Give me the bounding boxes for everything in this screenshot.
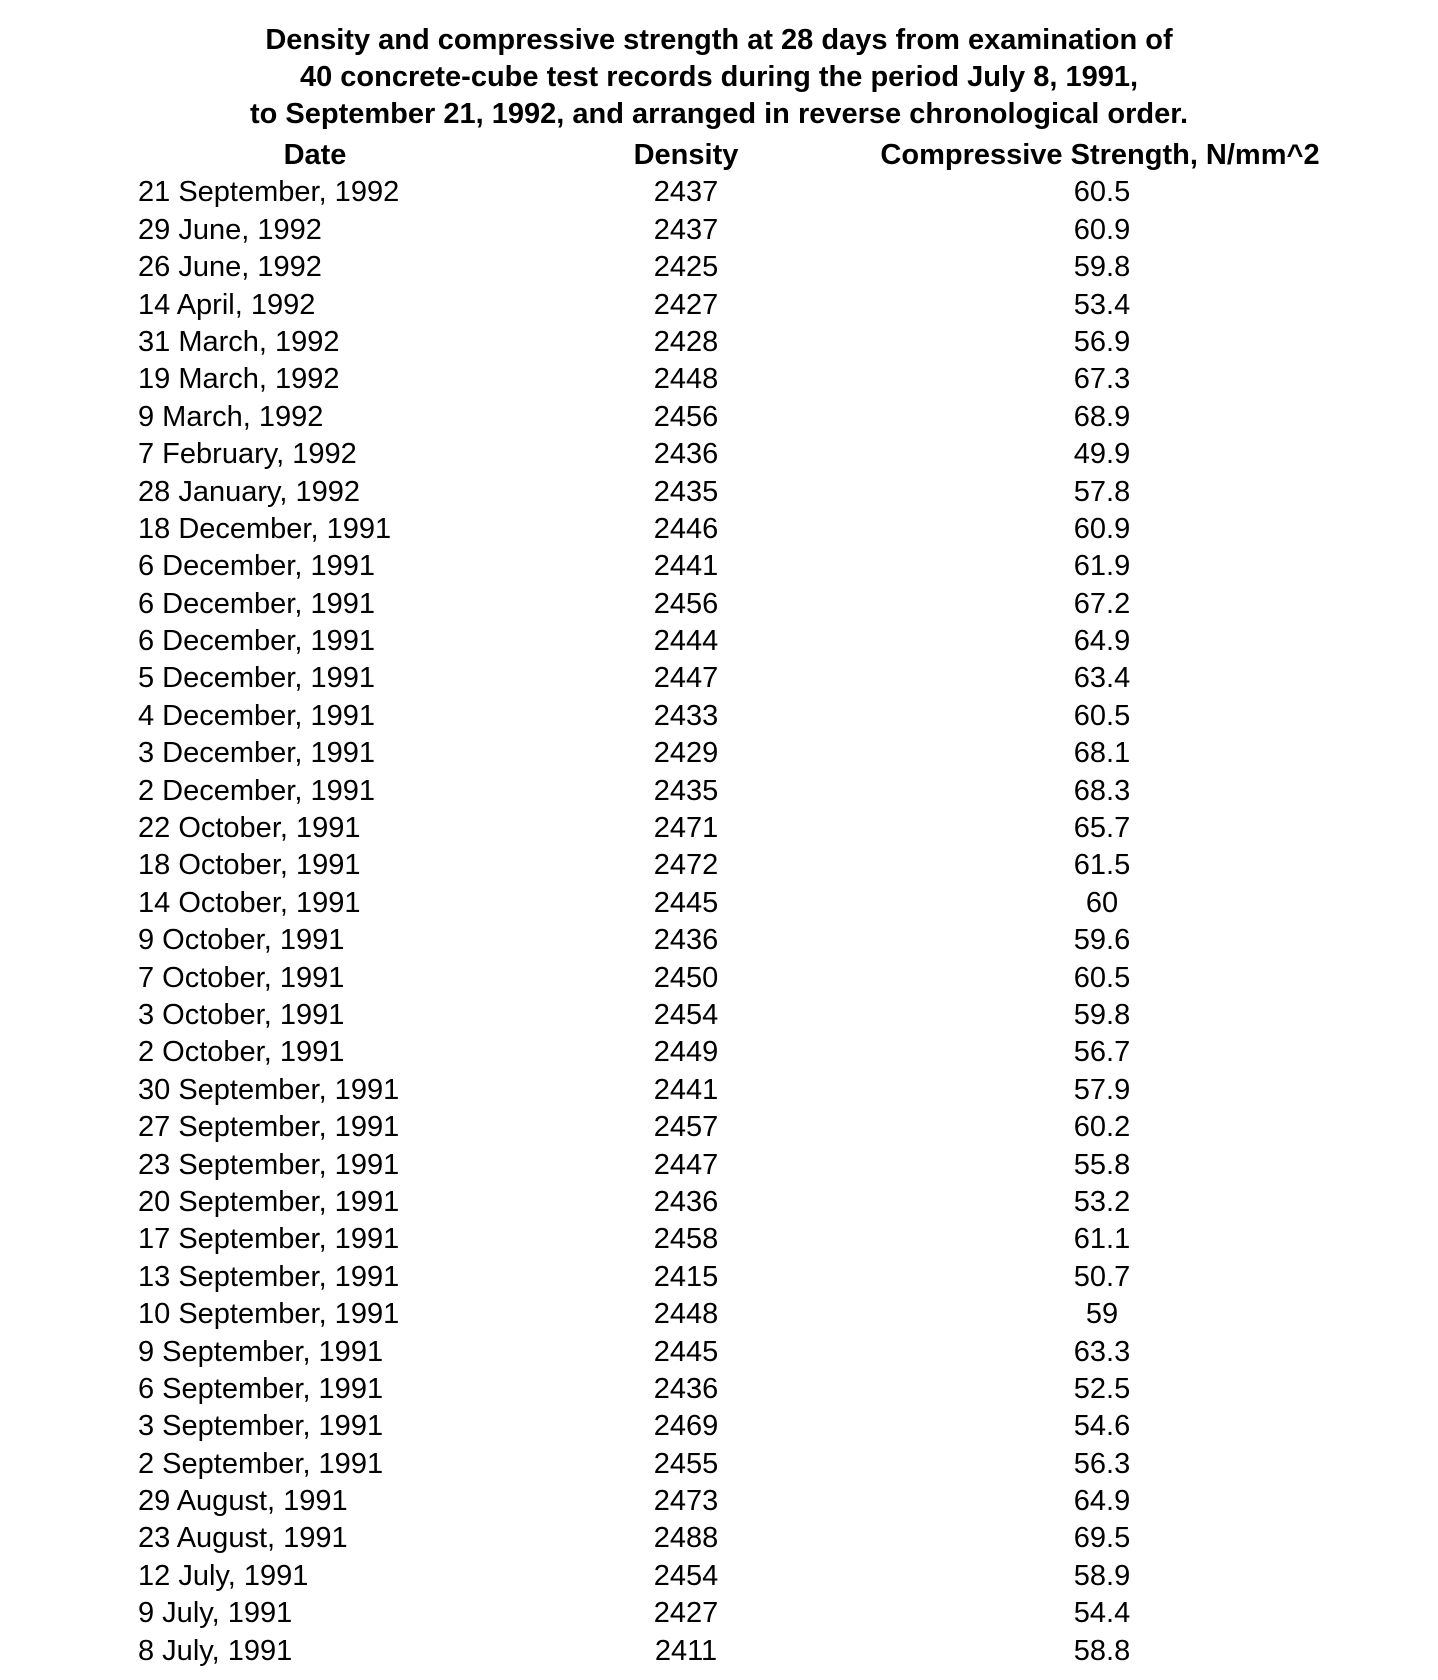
density-cell: 2436 bbox=[653, 1372, 719, 1405]
table-title bbox=[0, 22, 1438, 133]
density-cell: 2425 bbox=[653, 251, 719, 284]
date-cell: 20 September, 1991 bbox=[138, 1185, 400, 1218]
table-row bbox=[0, 1072, 1438, 1109]
strength-cell: 56.9 bbox=[1073, 325, 1131, 358]
table-row bbox=[0, 361, 1438, 398]
strength-cell: 59.8 bbox=[1073, 251, 1131, 284]
date-cell: 3 December, 1991 bbox=[138, 737, 375, 770]
table-row bbox=[0, 1184, 1438, 1221]
table-row bbox=[0, 1221, 1438, 1258]
strength-cell: 60.9 bbox=[1073, 512, 1131, 545]
density-cell: 2437 bbox=[653, 176, 719, 209]
table-row bbox=[0, 1296, 1438, 1333]
strength-cell: 60.2 bbox=[1073, 1111, 1131, 1144]
table-row bbox=[0, 1371, 1438, 1408]
date-cell: 3 October, 1991 bbox=[138, 998, 345, 1031]
strength-cell: 67.2 bbox=[1073, 587, 1131, 620]
table-row bbox=[0, 810, 1438, 847]
date-cell: 5 December, 1991 bbox=[138, 662, 375, 695]
density-cell: 2455 bbox=[653, 1447, 719, 1480]
date-cell: 7 February, 1992 bbox=[138, 438, 357, 471]
strength-cell: 65.7 bbox=[1073, 812, 1131, 845]
table-row bbox=[0, 1408, 1438, 1445]
date-cell: 29 August, 1991 bbox=[138, 1485, 348, 1518]
table-row bbox=[0, 660, 1438, 697]
date-cell: 9 October, 1991 bbox=[138, 924, 345, 957]
density-cell: 2429 bbox=[653, 737, 719, 770]
density-cell: 2435 bbox=[653, 774, 719, 807]
strength-cell: 68.3 bbox=[1073, 774, 1131, 807]
date-cell: 9 September, 1991 bbox=[138, 1335, 384, 1368]
date-cell: 6 December, 1991 bbox=[138, 550, 375, 583]
strength-cell: 59.6 bbox=[1073, 924, 1131, 957]
table-row bbox=[0, 174, 1438, 211]
density-column-header: Density bbox=[633, 139, 739, 171]
table-row bbox=[0, 1520, 1438, 1557]
strength-cell: 68.9 bbox=[1073, 400, 1131, 433]
date-cell: 30 September, 1991 bbox=[138, 1073, 400, 1106]
date-cell: 19 March, 1992 bbox=[138, 363, 340, 396]
table-row bbox=[0, 1483, 1438, 1520]
density-cell: 2428 bbox=[653, 325, 719, 358]
table-row bbox=[0, 399, 1438, 436]
date-cell: 4 December, 1991 bbox=[138, 699, 375, 732]
table-row bbox=[0, 698, 1438, 735]
table-row bbox=[0, 287, 1438, 324]
date-cell: 31 March, 1992 bbox=[138, 325, 340, 358]
strength-cell: 60.5 bbox=[1073, 961, 1131, 994]
density-cell: 2445 bbox=[653, 886, 719, 919]
date-cell: 2 December, 1991 bbox=[138, 774, 375, 807]
table-row bbox=[0, 1034, 1438, 1071]
strength-cell: 69.5 bbox=[1073, 1522, 1131, 1555]
strength-cell: 61.5 bbox=[1073, 849, 1131, 882]
strength-cell: 61.9 bbox=[1073, 550, 1131, 583]
density-cell: 2447 bbox=[653, 662, 719, 695]
strength-cell: 54.6 bbox=[1073, 1410, 1131, 1443]
table-row bbox=[0, 885, 1438, 922]
table-row bbox=[0, 548, 1438, 585]
table-row bbox=[0, 1334, 1438, 1371]
date-cell: 17 September, 1991 bbox=[138, 1223, 400, 1256]
date-cell: 2 October, 1991 bbox=[138, 1036, 345, 1069]
strength-cell: 52.5 bbox=[1073, 1372, 1131, 1405]
date-cell: 23 August, 1991 bbox=[138, 1522, 348, 1555]
density-cell: 2447 bbox=[653, 1148, 719, 1181]
date-cell: 18 December, 1991 bbox=[138, 512, 392, 545]
density-cell: 2441 bbox=[653, 550, 719, 583]
strength-cell: 57.9 bbox=[1073, 1073, 1131, 1106]
table-row bbox=[0, 623, 1438, 660]
density-cell: 2445 bbox=[653, 1335, 719, 1368]
table-row bbox=[0, 249, 1438, 286]
date-cell: 6 December, 1991 bbox=[138, 587, 375, 620]
table-row bbox=[0, 511, 1438, 548]
title-line: Density and compressive strength at 28 days from examination of bbox=[265, 24, 1173, 56]
density-cell: 2427 bbox=[653, 288, 719, 321]
date-cell: 21 September, 1992 bbox=[138, 176, 400, 209]
density-cell: 2456 bbox=[653, 400, 719, 433]
strength-cell: 64.9 bbox=[1073, 1485, 1131, 1518]
strength-cell: 49.9 bbox=[1073, 438, 1131, 471]
table-row bbox=[0, 1595, 1438, 1632]
table-row bbox=[0, 1147, 1438, 1184]
table-row bbox=[0, 324, 1438, 361]
strength-cell: 67.3 bbox=[1073, 363, 1131, 396]
strength-cell: 58.9 bbox=[1073, 1559, 1131, 1592]
date-cell: 28 January, 1992 bbox=[138, 475, 360, 508]
density-cell: 2456 bbox=[653, 587, 719, 620]
density-cell: 2448 bbox=[653, 363, 719, 396]
date-cell: 3 September, 1991 bbox=[138, 1410, 384, 1443]
density-cell: 2457 bbox=[653, 1111, 719, 1144]
strength-cell: 60.5 bbox=[1073, 176, 1131, 209]
strength-cell: 54.4 bbox=[1073, 1597, 1131, 1630]
strength-cell: 64.9 bbox=[1073, 625, 1131, 658]
density-cell: 2436 bbox=[653, 924, 719, 957]
date-cell: 12 July, 1991 bbox=[138, 1559, 309, 1592]
strength-cell: 56.7 bbox=[1073, 1036, 1131, 1069]
date-cell: 8 July, 1991 bbox=[138, 1634, 293, 1667]
strength-cell: 60 bbox=[1085, 886, 1119, 919]
date-column-header: Date bbox=[283, 139, 347, 171]
density-cell: 2449 bbox=[653, 1036, 719, 1069]
date-cell: 26 June, 1992 bbox=[138, 251, 322, 284]
strength-cell: 50.7 bbox=[1073, 1260, 1131, 1293]
table-row bbox=[0, 960, 1438, 997]
table-row bbox=[0, 922, 1438, 959]
density-cell: 2441 bbox=[653, 1073, 719, 1106]
table-row bbox=[0, 1109, 1438, 1146]
table-row bbox=[0, 997, 1438, 1034]
date-cell: 2 September, 1991 bbox=[138, 1447, 384, 1480]
strength-cell: 60.5 bbox=[1073, 699, 1131, 732]
density-cell: 2450 bbox=[653, 961, 719, 994]
strength-cell: 58.8 bbox=[1073, 1634, 1131, 1667]
density-cell: 2436 bbox=[653, 1185, 719, 1218]
density-cell: 2437 bbox=[653, 213, 719, 246]
date-cell: 27 September, 1991 bbox=[138, 1111, 400, 1144]
strength-cell: 68.1 bbox=[1073, 737, 1131, 770]
strength-column-header: Compressive Strength, N/mm^2 bbox=[880, 139, 1320, 171]
table-row bbox=[0, 1558, 1438, 1595]
date-cell: 14 October, 1991 bbox=[138, 886, 361, 919]
date-cell: 29 June, 1992 bbox=[138, 213, 322, 246]
date-cell: 9 March, 1992 bbox=[138, 400, 324, 433]
table-row bbox=[0, 1446, 1438, 1483]
date-cell: 7 October, 1991 bbox=[138, 961, 345, 994]
table-row bbox=[0, 436, 1438, 473]
table-row bbox=[0, 847, 1438, 884]
table-row bbox=[0, 735, 1438, 772]
strength-cell: 56.3 bbox=[1073, 1447, 1131, 1480]
strength-cell: 63.3 bbox=[1073, 1335, 1131, 1368]
strength-cell: 63.4 bbox=[1073, 662, 1131, 695]
density-cell: 2458 bbox=[653, 1223, 719, 1256]
density-cell: 2415 bbox=[653, 1260, 719, 1293]
header-row bbox=[0, 137, 1438, 174]
title-line: 40 concrete-cube test records during the period July 8, 1991, bbox=[299, 61, 1139, 93]
strength-cell: 57.8 bbox=[1073, 475, 1131, 508]
density-cell: 2472 bbox=[653, 849, 719, 882]
density-cell: 2427 bbox=[653, 1597, 719, 1630]
density-cell: 2433 bbox=[653, 699, 719, 732]
density-cell: 2444 bbox=[653, 625, 719, 658]
density-cell: 2436 bbox=[653, 438, 719, 471]
strength-cell: 60.9 bbox=[1073, 213, 1131, 246]
table-row bbox=[0, 212, 1438, 249]
density-cell: 2446 bbox=[653, 512, 719, 545]
density-cell: 2471 bbox=[653, 812, 719, 845]
date-cell: 22 October, 1991 bbox=[138, 812, 361, 845]
density-cell: 2454 bbox=[653, 998, 719, 1031]
data-table bbox=[0, 137, 1438, 1670]
density-cell: 2469 bbox=[653, 1410, 719, 1443]
strength-cell: 53.2 bbox=[1073, 1185, 1131, 1218]
table-row bbox=[0, 1633, 1438, 1670]
density-cell: 2488 bbox=[653, 1522, 719, 1555]
date-cell: 9 July, 1991 bbox=[138, 1597, 293, 1630]
table-row bbox=[0, 1259, 1438, 1296]
date-cell: 23 September, 1991 bbox=[138, 1148, 400, 1181]
density-cell: 2411 bbox=[654, 1634, 718, 1667]
table-row bbox=[0, 586, 1438, 623]
table-row bbox=[0, 773, 1438, 810]
date-cell: 10 September, 1991 bbox=[138, 1298, 400, 1331]
density-cell: 2448 bbox=[653, 1298, 719, 1331]
date-cell: 14 April, 1992 bbox=[138, 288, 316, 321]
strength-cell: 53.4 bbox=[1073, 288, 1131, 321]
date-cell: 18 October, 1991 bbox=[138, 849, 361, 882]
strength-cell: 59 bbox=[1085, 1298, 1119, 1331]
date-cell: 13 September, 1991 bbox=[138, 1260, 400, 1293]
strength-cell: 61.1 bbox=[1073, 1223, 1131, 1256]
strength-cell: 59.8 bbox=[1073, 998, 1131, 1031]
density-cell: 2473 bbox=[653, 1485, 719, 1518]
strength-cell: 55.8 bbox=[1073, 1148, 1131, 1181]
density-cell: 2435 bbox=[653, 475, 719, 508]
title-line: to September 21, 1992, and arranged in reverse chronological order. bbox=[249, 98, 1188, 130]
date-cell: 6 December, 1991 bbox=[138, 625, 375, 658]
density-cell: 2454 bbox=[653, 1559, 719, 1592]
table-row bbox=[0, 474, 1438, 511]
date-cell: 6 September, 1991 bbox=[138, 1372, 384, 1405]
